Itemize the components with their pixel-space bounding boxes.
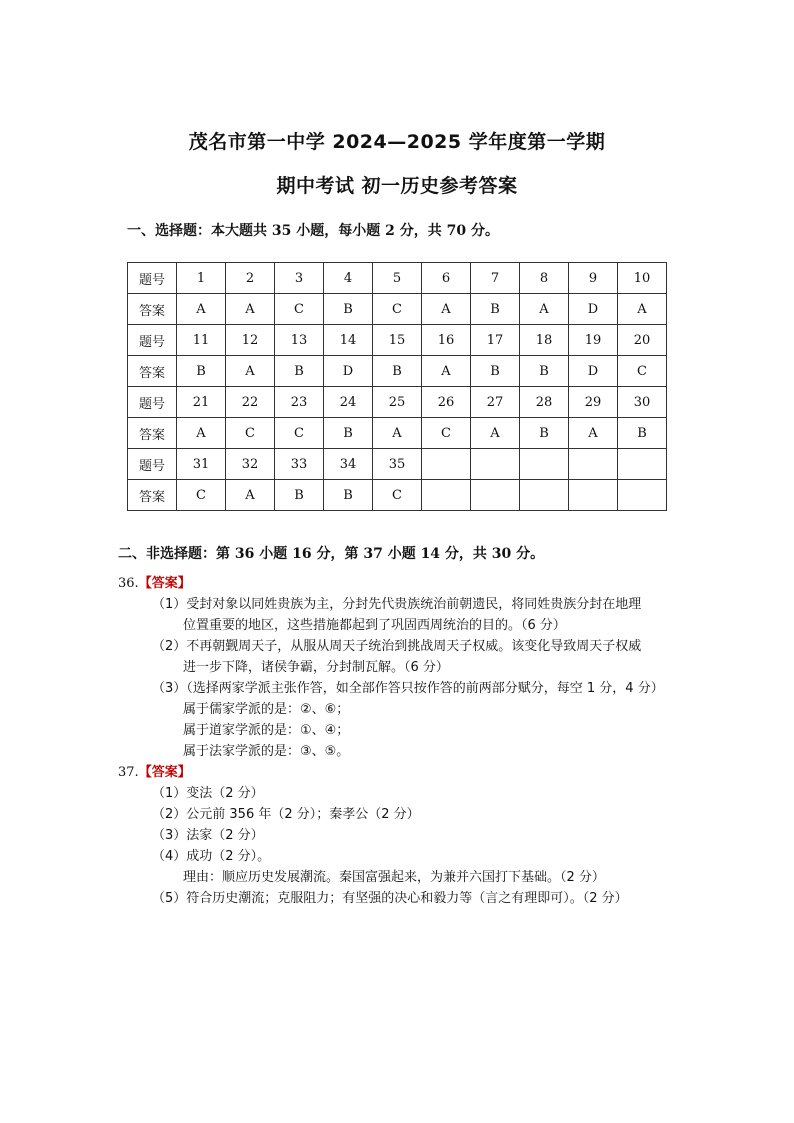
question-36-number: 36. bbox=[118, 576, 139, 591]
answer-cell bbox=[471, 480, 520, 511]
q36-line: 属于儒家学派的是：②、⑥； bbox=[183, 702, 350, 717]
question-number-row bbox=[128, 325, 667, 356]
answer-cell: A bbox=[422, 294, 471, 325]
answer-cell: B bbox=[177, 356, 226, 387]
q37-line: （2）公元前 356 年（2 分）；秦孝公（2 分） bbox=[152, 807, 420, 822]
answer-cell: B bbox=[373, 356, 422, 387]
question-number-cell: 26 bbox=[422, 387, 471, 418]
question-number-row bbox=[128, 449, 667, 480]
question-number-cell: 18 bbox=[520, 325, 569, 356]
q36-line: 进一步下降，诸侯争霸，分封制瓦解。（6 分） bbox=[183, 660, 449, 675]
question-number-cell: 23 bbox=[275, 387, 324, 418]
answer-cell: B bbox=[471, 294, 520, 325]
question-number-cell: 31 bbox=[177, 449, 226, 480]
question-number-cell: 11 bbox=[177, 325, 226, 356]
question-number-cell: 10 bbox=[618, 263, 667, 294]
multiple-choice-answer-table bbox=[127, 262, 667, 511]
question-number-cell: 33 bbox=[275, 449, 324, 480]
q37-line: （1）变法（2 分） bbox=[152, 786, 264, 801]
question-number-cell: 22 bbox=[226, 387, 275, 418]
answer-cell: A bbox=[177, 418, 226, 449]
question-37-header bbox=[118, 761, 191, 780]
section-2-heading: 二、非选择题：第 36 小题 16 分，第 37 小题 14 分，共 30 分。 bbox=[118, 546, 545, 562]
question-number-cell: 17 bbox=[471, 325, 520, 356]
question-number-cell: 5 bbox=[373, 263, 422, 294]
answer-cell: A bbox=[569, 418, 618, 449]
answer-cell: A bbox=[226, 294, 275, 325]
q36-line: （3）（选择两家学派主张作答，如全部作答只按作答的前两部分赋分，每空 1 分，4 分） bbox=[152, 681, 664, 696]
answer-cell bbox=[569, 480, 618, 511]
document-subtitle: 期中考试 初一历史参考答案 bbox=[276, 175, 518, 197]
question-number-cell: 29 bbox=[569, 387, 618, 418]
answer-row bbox=[128, 418, 667, 449]
question-36-answer-tag: 【答案】 bbox=[138, 576, 191, 591]
answer-row bbox=[128, 294, 667, 325]
answer-cell: B bbox=[324, 480, 373, 511]
answer-cell: A bbox=[520, 294, 569, 325]
question-number-cell: 16 bbox=[422, 325, 471, 356]
question-number-row bbox=[128, 387, 667, 418]
q37-line: （4）成功（2 分）。 bbox=[152, 849, 271, 864]
question-number-cell: 12 bbox=[226, 325, 275, 356]
answer-cell: A bbox=[471, 418, 520, 449]
question-number-cell: 2 bbox=[226, 263, 275, 294]
question-number-cell: 7 bbox=[471, 263, 520, 294]
question-number-cell: 21 bbox=[177, 387, 226, 418]
answer-cell: B bbox=[618, 418, 667, 449]
question-number-cell: 32 bbox=[226, 449, 275, 480]
answer-cell: B bbox=[520, 418, 569, 449]
q36-line: 属于法家学派的是：③、⑤。 bbox=[183, 744, 350, 759]
question-37-number: 37. bbox=[118, 765, 139, 780]
q36-line: （2）不再朝觐周天子，从服从周天子统治到挑战周天子权威。该变化导致周天子权威 bbox=[152, 639, 642, 654]
question-number-cell: 27 bbox=[471, 387, 520, 418]
q37-line: （5）符合历史潮流；克服阻力；有坚强的决心和毅力等（言之有理即可）。（2 分） bbox=[152, 891, 628, 906]
answer-cell: D bbox=[324, 356, 373, 387]
question-number-cell bbox=[471, 449, 520, 480]
question-number-cell: 24 bbox=[324, 387, 373, 418]
q36-line: 属于道家学派的是：①、④； bbox=[183, 723, 350, 738]
question-37-answer-tag: 【答案】 bbox=[138, 765, 191, 780]
answer-cell: C bbox=[373, 480, 422, 511]
question-number-cell: 3 bbox=[275, 263, 324, 294]
answer-cell: B bbox=[324, 418, 373, 449]
answer-cell: A bbox=[618, 294, 667, 325]
answer-cell: A bbox=[177, 294, 226, 325]
question-36-header bbox=[118, 572, 191, 591]
answer-cell: B bbox=[275, 480, 324, 511]
answer-cell: B bbox=[520, 356, 569, 387]
answer-cell: A bbox=[373, 418, 422, 449]
question-number-cell: 1 bbox=[177, 263, 226, 294]
question-number-cell: 14 bbox=[324, 325, 373, 356]
question-number-row-label: 题号 bbox=[128, 449, 177, 480]
question-number-cell: 4 bbox=[324, 263, 373, 294]
answer-cell bbox=[618, 480, 667, 511]
answer-cell: A bbox=[422, 356, 471, 387]
answer-cell: C bbox=[275, 294, 324, 325]
question-number-row-label: 题号 bbox=[128, 387, 177, 418]
question-number-cell: 9 bbox=[569, 263, 618, 294]
question-number-cell: 19 bbox=[569, 325, 618, 356]
question-number-row-label: 题号 bbox=[128, 263, 177, 294]
question-number-cell: 25 bbox=[373, 387, 422, 418]
answer-cell: A bbox=[226, 480, 275, 511]
answer-cell: C bbox=[373, 294, 422, 325]
answer-row bbox=[128, 356, 667, 387]
answer-cell: B bbox=[275, 356, 324, 387]
question-number-row-label: 题号 bbox=[128, 325, 177, 356]
answer-row-label: 答案 bbox=[128, 294, 177, 325]
answer-row-label: 答案 bbox=[128, 480, 177, 511]
section-1-heading: 一、选择题：本大题共 35 小题，每小题 2 分，共 70 分。 bbox=[127, 223, 499, 239]
answer-cell: C bbox=[422, 418, 471, 449]
answer-cell bbox=[520, 480, 569, 511]
answer-cell: B bbox=[324, 294, 373, 325]
question-number-cell: 13 bbox=[275, 325, 324, 356]
answer-cell: C bbox=[226, 418, 275, 449]
answer-cell: A bbox=[226, 356, 275, 387]
question-number-cell: 28 bbox=[520, 387, 569, 418]
answer-cell: D bbox=[569, 356, 618, 387]
question-number-cell: 34 bbox=[324, 449, 373, 480]
question-number-cell: 6 bbox=[422, 263, 471, 294]
answer-cell: B bbox=[471, 356, 520, 387]
q36-line: 位置重要的地区，这些措施都起到了巩固西周统治的目的。（6 分） bbox=[183, 618, 566, 633]
answer-row-label: 答案 bbox=[128, 418, 177, 449]
question-number-cell bbox=[569, 449, 618, 480]
question-number-row bbox=[128, 263, 667, 294]
question-number-cell bbox=[618, 449, 667, 480]
answer-row bbox=[128, 480, 667, 511]
q37-line: 理由：顺应历史发展潮流。秦国富强起来，为兼并六国打下基础。（2 分） bbox=[183, 870, 605, 885]
question-number-cell: 20 bbox=[618, 325, 667, 356]
question-number-cell: 30 bbox=[618, 387, 667, 418]
answer-cell: D bbox=[569, 294, 618, 325]
question-number-cell bbox=[422, 449, 471, 480]
q36-line: （1）受封对象以同姓贵族为主，分封先代贵族统治前朝遗民，将同姓贵族分封在地理 bbox=[152, 597, 642, 612]
answer-cell bbox=[422, 480, 471, 511]
q37-line: （3）法家（2 分） bbox=[152, 828, 264, 843]
answer-cell: C bbox=[177, 480, 226, 511]
question-number-cell: 35 bbox=[373, 449, 422, 480]
question-number-cell bbox=[520, 449, 569, 480]
answer-cell: C bbox=[275, 418, 324, 449]
question-number-cell: 8 bbox=[520, 263, 569, 294]
answer-row-label: 答案 bbox=[128, 356, 177, 387]
question-number-cell: 15 bbox=[373, 325, 422, 356]
answer-cell: C bbox=[618, 356, 667, 387]
document-title: 茂名市第一中学 2024—2025 学年度第一学期 bbox=[188, 131, 606, 153]
